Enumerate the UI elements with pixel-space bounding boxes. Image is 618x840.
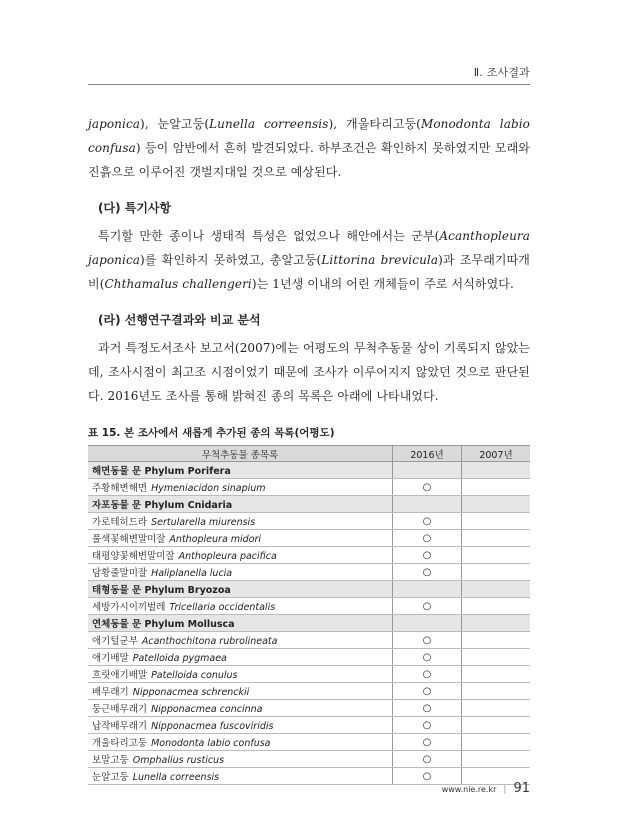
header-2016: 2016년 [393,446,462,462]
species-name-cell [88,479,393,496]
cell-2016-empty [393,462,462,479]
paragraph-species-common [88,112,530,184]
species-korean-name: 태평양꽃해변말미잘 [92,551,175,562]
text-span: ) 등이 암반에서 흔히 발견되었다. 하부조건은 확인하지 못하였지만 모래와 진흙으로 이루어진 갯벌지대일 것으로 예상된다. [88,141,530,179]
species-scientific-name: Anthopleura midori [169,534,262,545]
sci-name: Lunella correensis [209,117,329,131]
paragraph-special-notes [88,224,530,296]
cell-2016-mark: ○ [393,700,462,717]
cell-2007-mark [462,513,531,530]
species-name-cell [88,700,393,717]
species-name-cell [88,530,393,547]
species-korean-name: 둥근배무래기 [92,704,148,715]
cell-2016-mark: ○ [393,734,462,751]
species-row [88,530,530,547]
species-name-cell [88,751,393,768]
sci-name: Littorina brevicula [321,253,439,267]
sci-name: japonica [88,117,141,131]
cell-2007-mark [462,598,531,615]
species-row [88,547,530,564]
text-span: )를 확인하지 못하였고, 총알고둥( [140,253,322,267]
phylum-row [88,462,530,479]
text-span: )과 조무래기따개비( [88,253,530,291]
species-name-cell [88,649,393,666]
header-species-list: 무척추동물 종목록 [88,446,393,462]
species-table-body [88,462,530,785]
species-row [88,683,530,700]
sci-name: Chthamalus challengeri [104,277,252,291]
cell-2016-mark: ○ [393,666,462,683]
cell-2007-mark [462,564,531,581]
phylum-label: 연체동물 문 Phylum Mollusca [88,615,393,632]
species-scientific-name: Haliplanella lucia [151,568,233,579]
cell-2016-empty [393,615,462,632]
species-korean-name: 주황해변해면 [92,483,148,494]
species-korean-name: 보말고둥 [92,755,129,766]
footer-separator: | [503,785,507,795]
cell-2016-mark: ○ [393,768,462,785]
cell-2016-mark: ○ [393,513,462,530]
species-row [88,479,530,496]
sci-name: Monodonta labio confusa [88,117,530,155]
phylum-label: 해면동물 문 Phylum Porifera [88,462,393,479]
species-korean-name: 가로테히드라 [92,517,148,528]
cell-2016-mark: ○ [393,632,462,649]
cell-2016-mark: ○ [393,598,462,615]
species-name-cell [88,632,393,649]
species-scientific-name: Patelloida conulus [151,670,238,681]
species-scientific-name: Sertularella miurensis [151,517,256,528]
cell-2016-mark: ○ [393,547,462,564]
text-span: )는 1년생 이내의 어린 개체들이 주로 서식하였다. [251,277,514,291]
species-scientific-name: Hymeniacidon sinapium [151,483,266,494]
cell-2007-mark [462,666,531,683]
species-row [88,632,530,649]
heading-prior-comparison: (라) 선행연구결과와 비교 분석 [98,313,261,327]
species-korean-name: 애기배말 [92,653,129,664]
sci-name: Acanthopleura japonica [88,229,530,267]
paragraph-prior-comparison: 과거 특정도서조사 보고서(2007)에는 어평도의 무척추동물 상이 기록되지 않았는데, 조사시점이 최고조 시점이었기 때문에 조사가 이루어지지 않았던 것으로 판단된다. 2016년도 조사를 통해 밝혀진 종의 목록은 아래에 나타내었다. [88,341,530,403]
species-scientific-name: Nipponacmea schrenckii [132,687,250,698]
cell-2007-mark [462,547,531,564]
species-scientific-name: Omphalius rusticus [132,755,225,766]
cell-2016-mark: ○ [393,530,462,547]
species-table [88,445,530,785]
header-2007: 2007년 [462,446,531,462]
species-name-cell [88,666,393,683]
species-scientific-name: Patelloida pygmaea [132,653,227,664]
species-name-cell [88,547,393,564]
phylum-label: 태형동물 문 Phylum Bryozoa [88,581,393,598]
table-header-row [88,446,530,462]
header-rule [88,84,530,85]
phylum-label: 자포동물 문 Phylum Cnidaria [88,496,393,513]
species-scientific-name: Lunella correensis [132,772,220,783]
cell-2007-mark [462,700,531,717]
section-header: Ⅱ. 조사결과 [473,66,530,79]
cell-2007-mark [462,717,531,734]
cell-2016-mark: ○ [393,683,462,700]
cell-2016-mark: ○ [393,564,462,581]
species-korean-name: 눈알고둥 [92,772,129,783]
species-row [88,717,530,734]
cell-2016-mark: ○ [393,751,462,768]
cell-2016-mark: ○ [393,649,462,666]
species-scientific-name: Anthopleura pacifica [178,551,277,562]
species-korean-name: 세방가시이끼벌레 [92,602,166,613]
heading-special-notes: (다) 특기사항 [98,201,172,215]
cell-2007-empty [462,615,531,632]
cell-2007-mark [462,683,531,700]
text-span: ), 개울타리고둥( [328,117,421,131]
cell-2007-mark [462,649,531,666]
species-name-cell [88,564,393,581]
cell-2007-mark [462,734,531,751]
table-caption: 표 15. 본 조사에서 새롭게 추가된 종의 목록(어평도) [88,427,335,439]
species-korean-name: 애기털군부 [92,636,138,647]
species-korean-name: 개울타리고둥 [92,738,148,749]
species-korean-name: 풀색꽃해변말미잘 [92,534,166,545]
cell-2007-mark [462,530,531,547]
species-row [88,734,530,751]
cell-2007-mark [462,751,531,768]
phylum-row [88,496,530,513]
species-scientific-name: Nipponacmea concinna [151,704,263,715]
page-number: 91 [513,781,530,796]
species-row [88,649,530,666]
species-row [88,564,530,581]
species-row [88,751,530,768]
species-scientific-name: Acanthochitona rubrolineata [141,636,278,647]
species-row [88,598,530,615]
cell-2007-empty [462,581,531,598]
species-name-cell [88,717,393,734]
footer-url: www.nie.re.kr [441,785,497,794]
cell-2016-mark: ○ [393,717,462,734]
species-name-cell [88,734,393,751]
text-span: 특기할 만한 종이나 생태적 특성은 없었으나 해안에서는 군부( [98,229,440,243]
species-name-cell [88,683,393,700]
phylum-row [88,615,530,632]
species-korean-name: 납작배무래기 [92,721,148,732]
cell-2016-empty [393,581,462,598]
page-footer [442,781,530,796]
species-scientific-name: Tricellaria occidentalis [169,602,276,613]
species-row [88,700,530,717]
species-name-cell [88,598,393,615]
species-row [88,513,530,530]
text-span: ), 눈알고둥( [140,117,210,131]
phylum-row [88,581,530,598]
species-korean-name: 배무래기 [92,687,129,698]
cell-2007-empty [462,496,531,513]
species-name-cell [88,513,393,530]
cell-2016-empty [393,496,462,513]
species-korean-name: 흐릿애기배말 [92,670,148,681]
cell-2016-mark: ○ [393,479,462,496]
species-name-cell [88,768,393,785]
body-content [88,112,530,785]
species-scientific-name: Nipponacmea fuscoviridis [151,721,274,732]
cell-2007-empty [462,462,531,479]
cell-2007-mark [462,632,531,649]
species-scientific-name: Monodonta labio confusa [151,738,271,749]
species-korean-name: 담황줄말미잘 [92,568,148,579]
species-row [88,666,530,683]
cell-2007-mark [462,479,531,496]
